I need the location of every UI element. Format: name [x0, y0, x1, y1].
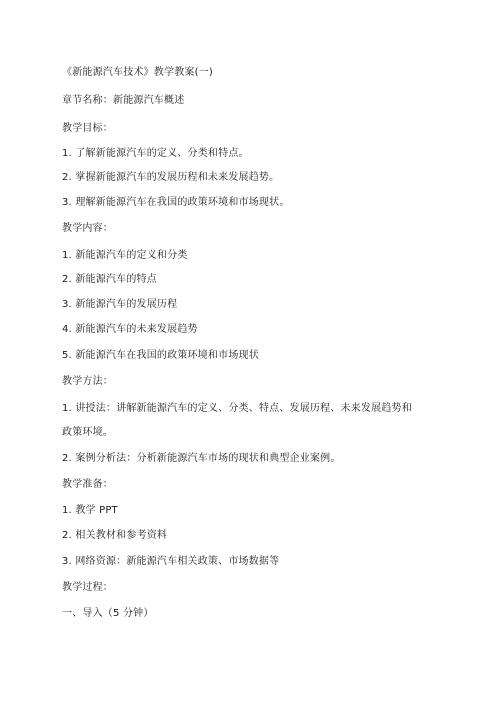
- method-item-2: 2. 案例分析法：分析新能源汽车市场的现状和典型企业案例。: [62, 453, 341, 464]
- chapter-name: 章节名称：新能源汽车概述: [62, 95, 185, 106]
- objectives-heading: 教学目标：: [62, 123, 113, 134]
- method-item-1-line-1: 1. 讲授法：讲解新能源汽车的定义、分类、特点、发展历程、未来发展趋势和: [62, 403, 412, 414]
- content-item-4: 4. 新能源汽车的未来发展趋势: [62, 324, 198, 335]
- content-item-1: 1. 新能源汽车的定义和分类: [62, 250, 188, 261]
- content-item-3: 3. 新能源汽车的发展历程: [62, 299, 178, 310]
- objective-item-1: 1. 了解新能源汽车的定义、分类和特点。: [62, 148, 249, 159]
- process-step-1: 一、导入（5 分钟）: [62, 608, 154, 619]
- method-item-1-line-2: 政策环境。: [62, 427, 113, 438]
- document-title: 《新能源汽车技术》教学教案(一): [62, 67, 214, 78]
- preparation-heading: 教学准备：: [62, 479, 113, 490]
- methods-heading: 教学方法：: [62, 376, 113, 387]
- content-heading: 教学内容：: [62, 223, 113, 234]
- process-heading: 教学过程：: [62, 582, 113, 593]
- content-item-2: 2. 新能源汽车的特点: [62, 274, 157, 285]
- preparation-item-2: 2. 相关教材和参考资料: [62, 530, 168, 541]
- objective-item-3: 3. 理解新能源汽车在我国的政策环境和市场现状。: [62, 197, 290, 208]
- preparation-item-1: 1. 教学 PPT: [62, 505, 118, 516]
- content-item-5: 5. 新能源汽车在我国的政策环境和市场现状: [62, 350, 259, 361]
- preparation-item-3: 3. 网络资源：新能源汽车相关政策、市场数据等: [62, 556, 280, 567]
- objective-item-2: 2. 掌握新能源汽车的发展历程和未来发展趋势。: [62, 172, 280, 183]
